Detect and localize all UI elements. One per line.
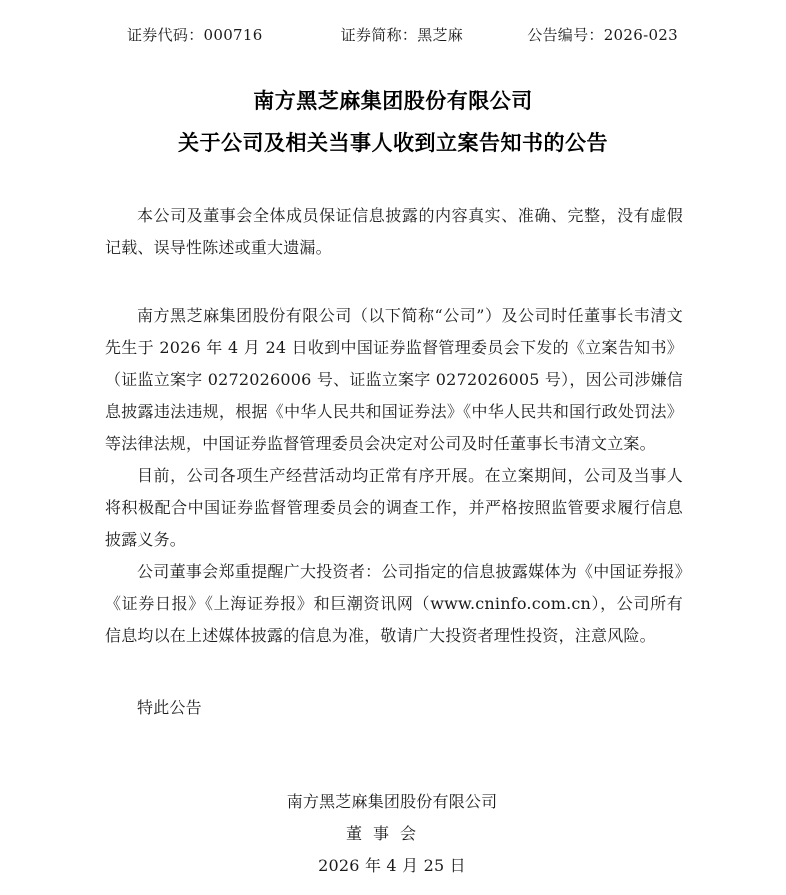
security-abbreviation-field bbox=[341, 24, 463, 45]
document-header bbox=[105, 24, 682, 45]
title-company-name: 南方黑芝麻集团股份有限公司 bbox=[253, 88, 533, 113]
signature-company-name: 南方黑芝麻集团股份有限公司 bbox=[286, 792, 498, 811]
signature-board: 董事会 bbox=[345, 824, 427, 843]
title-subject: 关于公司及相关当事人收到立案告知书的公告 bbox=[178, 130, 608, 155]
security-code-label: 证券代码： bbox=[127, 26, 204, 44]
announcement-number-value: 2026-023 bbox=[603, 26, 678, 44]
closing-statement: 特此公告 bbox=[137, 698, 202, 717]
announcement-number-field bbox=[527, 24, 678, 45]
security-code-field bbox=[127, 24, 263, 45]
signature-date: 2026 年 4 月 25 日 bbox=[318, 856, 466, 875]
disclaimer-paragraph: 本公司及董事会全体成员保证信息披露的内容真实、准确、完整，没有虚假记载、误导性陈述或重大遗漏。 bbox=[105, 206, 683, 257]
security-code-value: 000716 bbox=[203, 26, 263, 44]
document-body bbox=[105, 200, 683, 724]
security-abbreviation-value: 黑芝麻 bbox=[417, 26, 464, 44]
document-title bbox=[0, 80, 786, 164]
security-abbreviation-label: 证券简称： bbox=[340, 26, 418, 44]
body-paragraph-1: 南方黑芝麻集团股份有限公司（以下简称“公司”）及公司时任董事长韦清文先生于 2026 年 4 月 24 日收到中国证券监督管理委员会下发的《立案告知书》（证监立案字 0272026006 号、证监立案字 0272026005 号），因公司涉嫌信息披露违法违规，根据《中华人民共和国证券法》《中华人民共和国行政处罚法》等法律法规，中国证券监督管理委员会决定对公司及时任董事长韦清文立案。 bbox=[105, 306, 683, 453]
body-paragraph-3: 公司董事会郑重提醒广大投资者：公司指定的信息披露媒体为《中国证券报》《证券日报》《上海证券报》和巨潮资讯网（www.cninfo.com.cn），公司所有信息均以在上述媒体披露的信息为准，敬请广大投资者理性投资，注意风险。 bbox=[105, 562, 683, 645]
signature-block bbox=[105, 786, 683, 882]
body-paragraph-2: 目前，公司各项生产经营活动均正常有序开展。在立案期间，公司及当事人将积极配合中国证券监督管理委员会的调查工作，并严格按照监管要求履行信息披露义务。 bbox=[105, 466, 683, 549]
announcement-number-label: 公告编号： bbox=[527, 26, 604, 44]
